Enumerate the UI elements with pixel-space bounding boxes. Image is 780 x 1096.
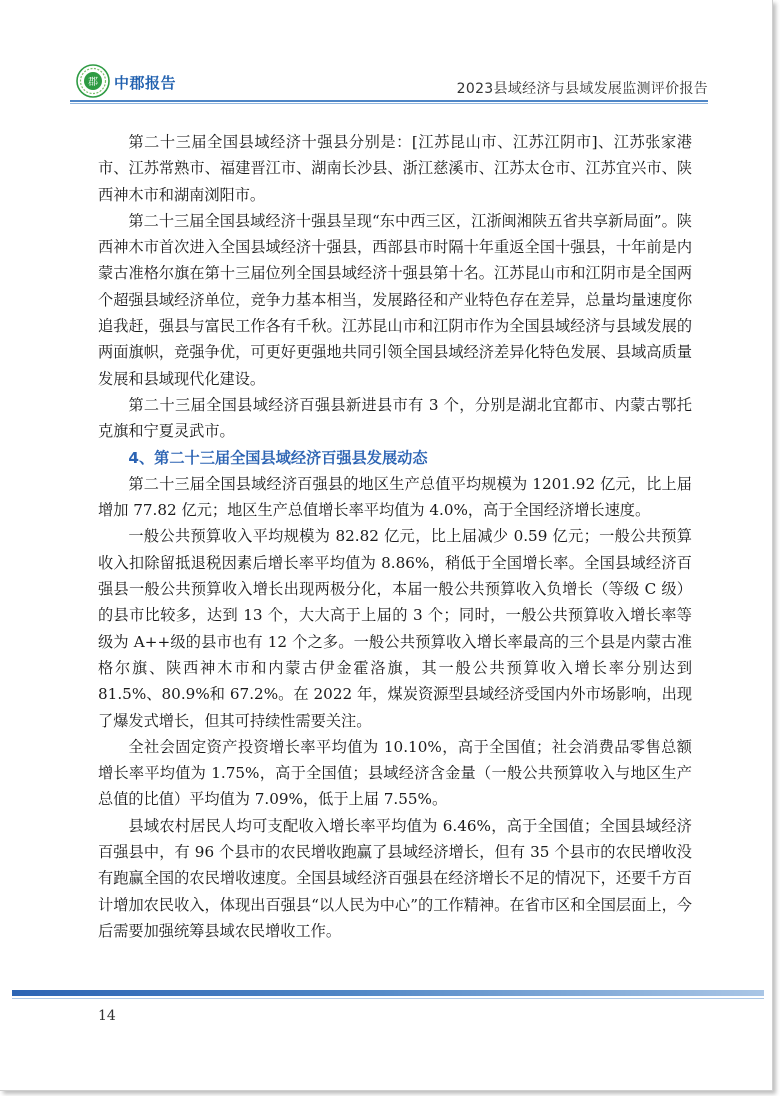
brand-name: 中郡报告 [114, 74, 177, 92]
paragraph-gdp: 第二十三届全国县域经济百强县的地区生产总值平均规模为 1201.92 亿元，比上届增加 77.82 亿元；地区生产总值增长率平均值为 4.0%，高于全国经济增长速度。 [98, 474, 692, 520]
section-heading: 4、第二十三届全国县域经济百强县发展动态 [128, 448, 428, 467]
report-title: 2023县域经济与县域发展监测评价报告 [456, 81, 708, 97]
header-rule [70, 100, 708, 102]
page-content [98, 129, 692, 944]
paragraph-investment: 全社会固定资产投资增长率平均值为 10.10%，高于全国值；社会消费品零售总额增长率平均值为 1.75%，高于全国值；县域经济含金量（一般公共预算收入与地区生产总值的比值）平均值为 7.09%，低于上届 7.55%。 [98, 737, 692, 809]
logo-text: 郡 [88, 77, 98, 88]
footer-rule-thin [12, 998, 764, 999]
header-rule-thin [70, 103, 708, 104]
page-number: 14 [98, 1008, 116, 1024]
paragraph-new-entrants: 第二十三届全国县域经济百强县新进县市有 3 个，分别是湖北宜都市、内蒙古鄂托克旗和宁夏灵武市。 [98, 395, 692, 441]
zhongjun-logo-icon [76, 64, 110, 98]
paragraph-top-ten: 第二十三届全国县域经济十强县分别是：[江苏昆山市、江苏江阴市]、江苏张家港市、江苏常熟市、福建晋江市、湖南长沙县、浙江慈溪市、江苏太仓市、江苏宜兴市、陕西神木市和湖南浏阳市。 [98, 133, 692, 204]
paragraph-rural-income: 县域农村居民人均可支配收入增长率平均值为 6.46%，高于全国值；全国县域经济百强县中，有 96 个县市的农民增收跑赢了县域经济增长，但有 35 个县市的农民增收没有跑赢全国的农民增收速度。全国县域经济百强县在经济增长不足的情况下，还要千方百计增加农民收入，体现出百强县“以人民为中心”的工作精神。在省市区和全国层面上，今后需要加强统筹县域农民增收工作。 [98, 816, 692, 940]
paragraph-top-ten-analysis: 第二十三届全国县域经济十强县呈现“东中西三区，江浙闽湘陕五省共享新局面”。陕西神木市首次进入全国县域经济十强县，西部县市时隔十年重返全国十强县，十年前是内蒙古准格尔旗在第十三届位列全国县域经济十强县第十名。江苏昆山市和江阴市是全国两个超强县域经济单位，竞争力基本相当，发展路径和产业特色存在差异，总量均量速度你追我赶，强县与富民工作各有千秋。江苏昆山市和江阴市作为全国县域经济与县域发展的两面旗帜，竞强争优，可更好更强地共同引领全国县域经济差异化特色发展、县域高质量发展和县域现代化建设。 [98, 211, 692, 388]
page-header [0, 0, 772, 108]
footer-rule [12, 990, 764, 996]
paragraph-budget-revenue: 一般公共预算收入平均规模为 82.82 亿元，比上届减少 0.59 亿元；一般公共预算收入扣除留抵退税因素后增长率平均值为 8.86%，稍低于全国增长率。全国县域经济百强县一般公共预算收入增长出现两极分化，本届一般公共预算收入负增长（等级 C 级）的县市比较多，达到 13 个，大大高于上届的 3 个；同时，一般公共预算收入增长率等级为 A++级的县市也有 12 个之多。一般公共预算收入增长率最高的三个县是内蒙古准格尔旗、陕西神木市和内蒙古伊金霍洛旗，其一般公共预算收入增长率分别达到 81.5%、80.9%和 67.2%。在 2022 年，煤炭资源型县域经济受国内外市场影响，出现了爆发式增长，但其可持续性需要关注。 [98, 527, 692, 730]
